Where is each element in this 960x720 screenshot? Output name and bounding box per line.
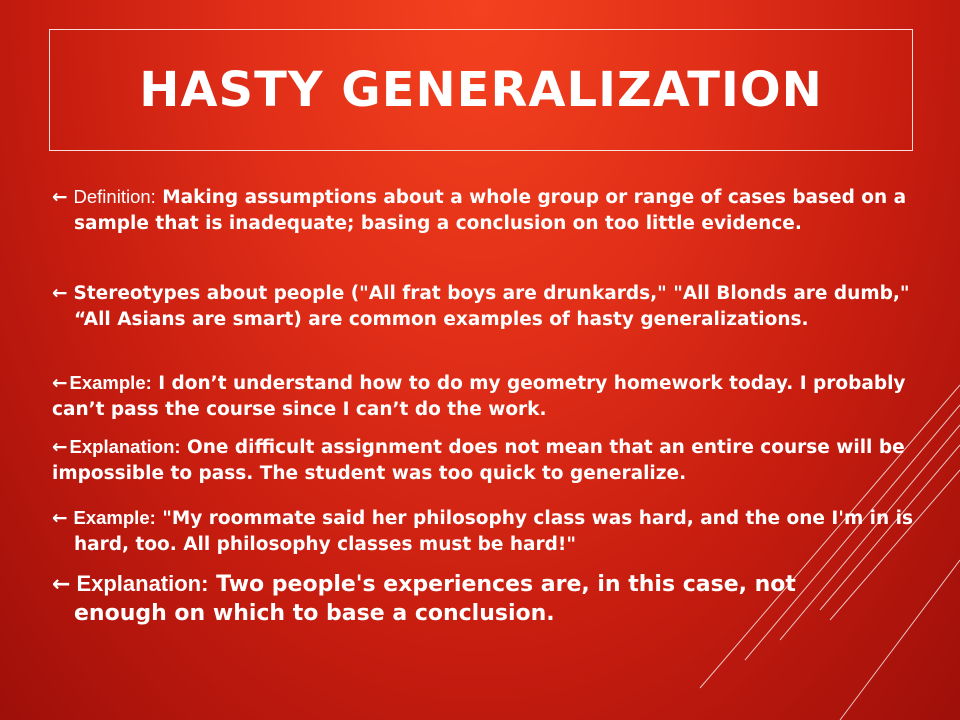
bullet-example-1 <box>52 370 910 422</box>
left-arrow-icon: ← <box>52 373 68 394</box>
bullet-text: "My roommate said her philosophy class was hard, and the one I'm in is hard, too. All philosophy classes must be hard!" <box>74 508 913 555</box>
slide-title: HASTY GENERALIZATION <box>139 62 823 118</box>
left-arrow-icon: ← <box>52 437 68 458</box>
left-arrow-icon: ← <box>52 572 71 597</box>
left-arrow-icon: ← <box>52 508 68 529</box>
bullet-stereotypes <box>52 280 932 332</box>
bullet-text: Stereotypes about people ("All frat boys are drunkards," "All Blonds are dumb," “All Asians are smart) are common examples of hasty generalizations. <box>73 283 910 330</box>
bullet-explanation-2 <box>52 570 894 628</box>
bullet-text: Two people's experiences are, in this case, not enough on which to base a conclusion. <box>74 572 796 626</box>
bullet-label: Example: <box>69 372 152 393</box>
bullet-label: Example: <box>73 507 156 528</box>
bullet-example-2 <box>52 505 914 557</box>
bullet-text: I don’t understand how to do my geometry homework today. I probably can’t pass the course since I can’t do the work. <box>52 373 906 420</box>
left-arrow-icon: ← <box>52 187 68 208</box>
bullet-label: Explanation: <box>76 571 209 596</box>
bullet-text: Making assumptions about a whole group or range of cases based on a sample that is inadequate; basing a conclusion on too little evidence. <box>74 187 907 234</box>
title-box <box>49 29 913 151</box>
bullet-label: Definition: <box>73 186 156 207</box>
bullet-text: One difficult assignment does not mean that an entire course will be impossible to pass. The student was too quick to generalize. <box>52 437 905 484</box>
bullet-label: Explanation: <box>69 436 181 457</box>
bullet-definition <box>52 184 932 236</box>
left-arrow-icon: ← <box>52 283 68 304</box>
bullet-explanation-1 <box>52 434 914 486</box>
